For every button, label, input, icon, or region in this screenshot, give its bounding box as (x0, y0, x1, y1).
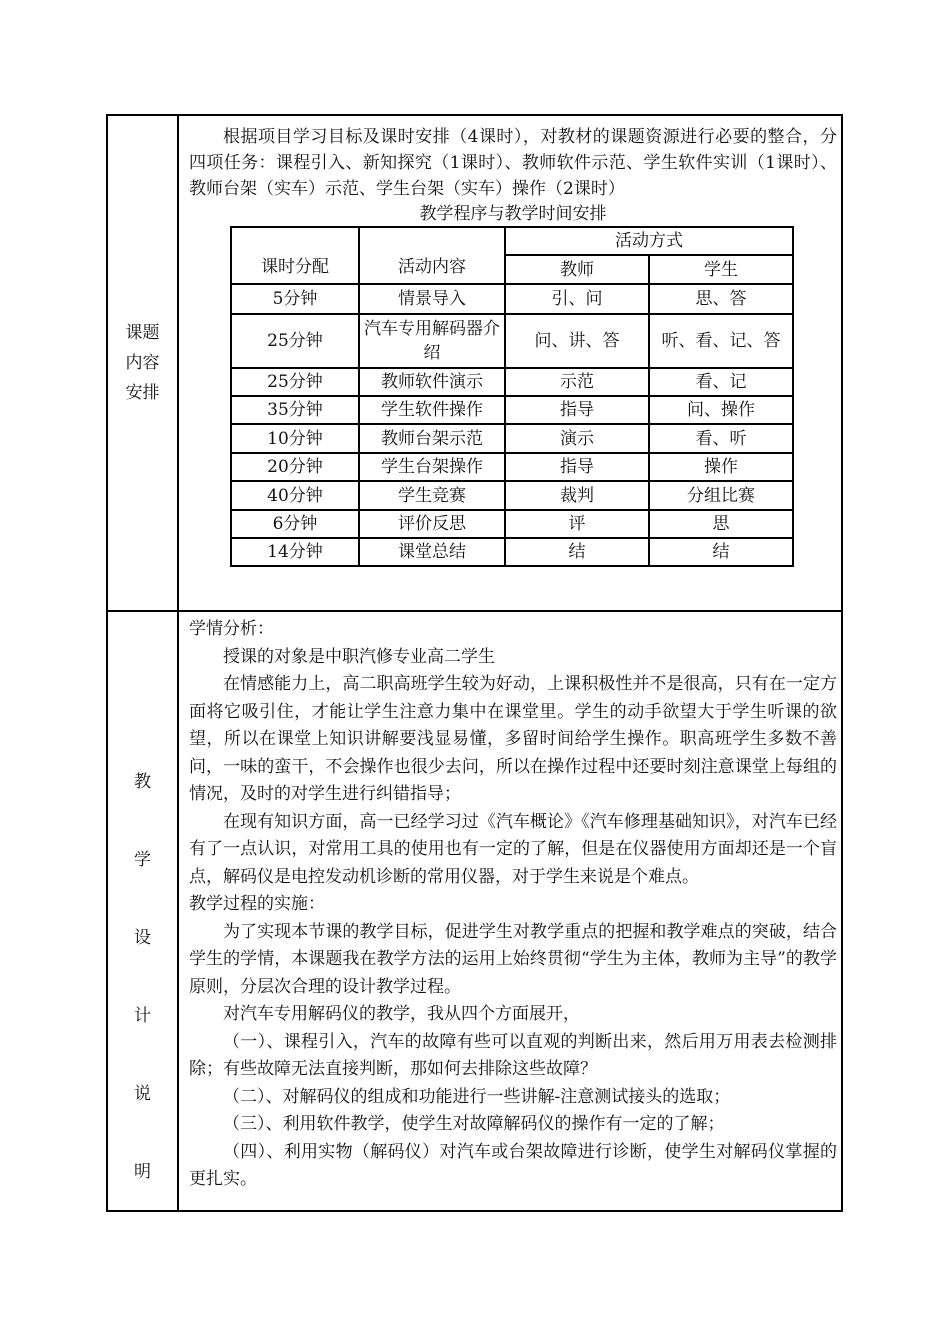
cell-time: 10分钟 (231, 424, 359, 453)
table-row (231, 284, 793, 314)
cell-teacher: 裁判 (505, 481, 649, 510)
cell-activity: 情景导入 (359, 284, 505, 314)
label-char: 明 (134, 1162, 151, 1182)
paragraph: 授课的对象是中职汽修专业高二学生 (223, 646, 495, 667)
label-char: 设 (134, 928, 151, 948)
paragraph: （四）、利用实物（解码仪）对汽车或台架故障进行诊断，使学生对解码仪掌握的更扎实。 (189, 1141, 837, 1189)
cell-activity: 汽车专用解码器介绍 (359, 314, 505, 368)
header-activity: 活动内容 (359, 227, 505, 284)
cell-time: 35分钟 (231, 396, 359, 424)
paragraph: （三）、利用软件教学，使学生对故障解码仪的操作有一定的了解； (223, 1114, 725, 1134)
cell-time: 25分钟 (231, 314, 359, 368)
cell-teacher: 演示 (505, 424, 649, 453)
header-time: 课时分配 (231, 227, 359, 284)
cell-time: 20分钟 (231, 453, 359, 481)
table-row (231, 510, 793, 538)
paragraph: 为了实现本节课的教学目标，促进学生对教学重点的把握和教学难点的突破，结合学生的学情，本课题我在教学方法的运用上始终贯彻“学生为主体，教师为主导”的教学原则，分层次合理的设计教学过程。 (189, 921, 837, 997)
label-char: 内容 (125, 353, 160, 373)
cell-time: 6分钟 (231, 510, 359, 538)
analysis-heading: 学情分析： (189, 619, 274, 639)
label-char: 课题 (125, 323, 160, 343)
label-char: 安排 (125, 383, 160, 403)
content-arrangement-label (108, 318, 177, 408)
table-row (231, 396, 793, 424)
cell-activity: 学生软件操作 (359, 396, 505, 424)
cell-teacher: 问、讲、答 (505, 314, 649, 368)
cell-student: 听、看、记、答 (649, 314, 793, 368)
cell-activity: 教师台架示范 (359, 424, 505, 453)
cell-student: 看、记 (649, 368, 793, 396)
cell-teacher: 引、问 (505, 284, 649, 314)
header-student: 学生 (649, 255, 793, 284)
schedule-caption: 教学程序与教学时间安排 (419, 204, 607, 224)
schedule-table (230, 226, 794, 567)
table-row (231, 368, 793, 396)
content-intro (189, 124, 837, 202)
cell-student: 分组比赛 (649, 481, 793, 510)
label-char: 说 (134, 1084, 151, 1104)
cell-time: 25分钟 (231, 368, 359, 396)
label-char: 学 (134, 850, 151, 870)
table-row (231, 481, 793, 510)
table-row (231, 314, 793, 368)
cell-student: 问、操作 (649, 396, 793, 424)
cell-activity: 课堂总结 (359, 538, 505, 566)
paragraph: 对汽车专用解码仪的教学，我从四个方面展开， (223, 1004, 580, 1024)
paragraph: （二）、对解码仪的组成和功能进行一些讲解-注意测试接头的选取； (223, 1086, 731, 1107)
row-divider (106, 610, 843, 612)
table-header-row (231, 227, 793, 255)
cell-activity: 教师软件演示 (359, 368, 505, 396)
cell-teacher: 指导 (505, 453, 649, 481)
column-divider (177, 114, 179, 1212)
teaching-design-label (108, 768, 177, 1236)
header-teacher: 教师 (505, 255, 649, 284)
intro-paragraph: 根据项目学习目标及课时安排（4课时），对教材的课题资源进行必要的整合，分四项任务：课程引入、新知探究（1课时）、教师软件示范、学生软件实训（1课时）、教师台架（实车）示范、学生台架（实车）操作（2课时） (189, 127, 837, 199)
teaching-design-text (189, 616, 837, 1194)
paragraph: 在现有知识方面，高一已经学习过《汽车概论》《汽车修理基础知识》，对汽车已经有了一点认识，对常用工具的使用也有一定的了解，但是在仪器使用方面却还是一个盲点，解码仪是电控发动机诊断的常用仪器，对于学生来说是个难点。 (189, 811, 837, 887)
process-heading: 教学过程的实施： (189, 894, 325, 914)
table-row (231, 424, 793, 453)
cell-activity: 评价反思 (359, 510, 505, 538)
cell-time: 5分钟 (231, 284, 359, 314)
label-char: 计 (134, 1006, 151, 1026)
label-char: 教 (134, 772, 151, 792)
paragraph: （一）、课程引入，汽车的故障有些可以直观的判断出来，然后用万用表去检测排除；有些故障无法直接判断，那如何去排除这些故障？ (189, 1031, 837, 1079)
paragraph: 在情感能力上，高二职高班学生较为好动，上课积极性并不是很高，只有在一定方面将它吸引住，才能让学生注意力集中在课堂里。学生的动手欲望大于学生听课的欲望，所以在课堂上知识讲解要浅显易懂，多留时间给学生操作。职高班学生多数不善问，一味的蛮干，不会操作也很少去问，所以在操作过程中还要时刻注意课堂上每组的情况，及时的对学生进行纠错指导； (189, 674, 837, 804)
cell-activity: 学生台架操作 (359, 453, 505, 481)
cell-time: 14分钟 (231, 538, 359, 566)
table-row (231, 453, 793, 481)
cell-teacher: 指导 (505, 396, 649, 424)
header-mode: 活动方式 (505, 227, 793, 255)
cell-time: 40分钟 (231, 481, 359, 510)
cell-teacher: 示范 (505, 368, 649, 396)
cell-student: 看、听 (649, 424, 793, 453)
cell-activity: 学生竞赛 (359, 481, 505, 510)
cell-student: 结 (649, 538, 793, 566)
cell-student: 思 (649, 510, 793, 538)
table-row (231, 538, 793, 566)
cell-student: 操作 (649, 453, 793, 481)
cell-student: 思、答 (649, 284, 793, 314)
cell-teacher: 评 (505, 510, 649, 538)
cell-teacher: 结 (505, 538, 649, 566)
